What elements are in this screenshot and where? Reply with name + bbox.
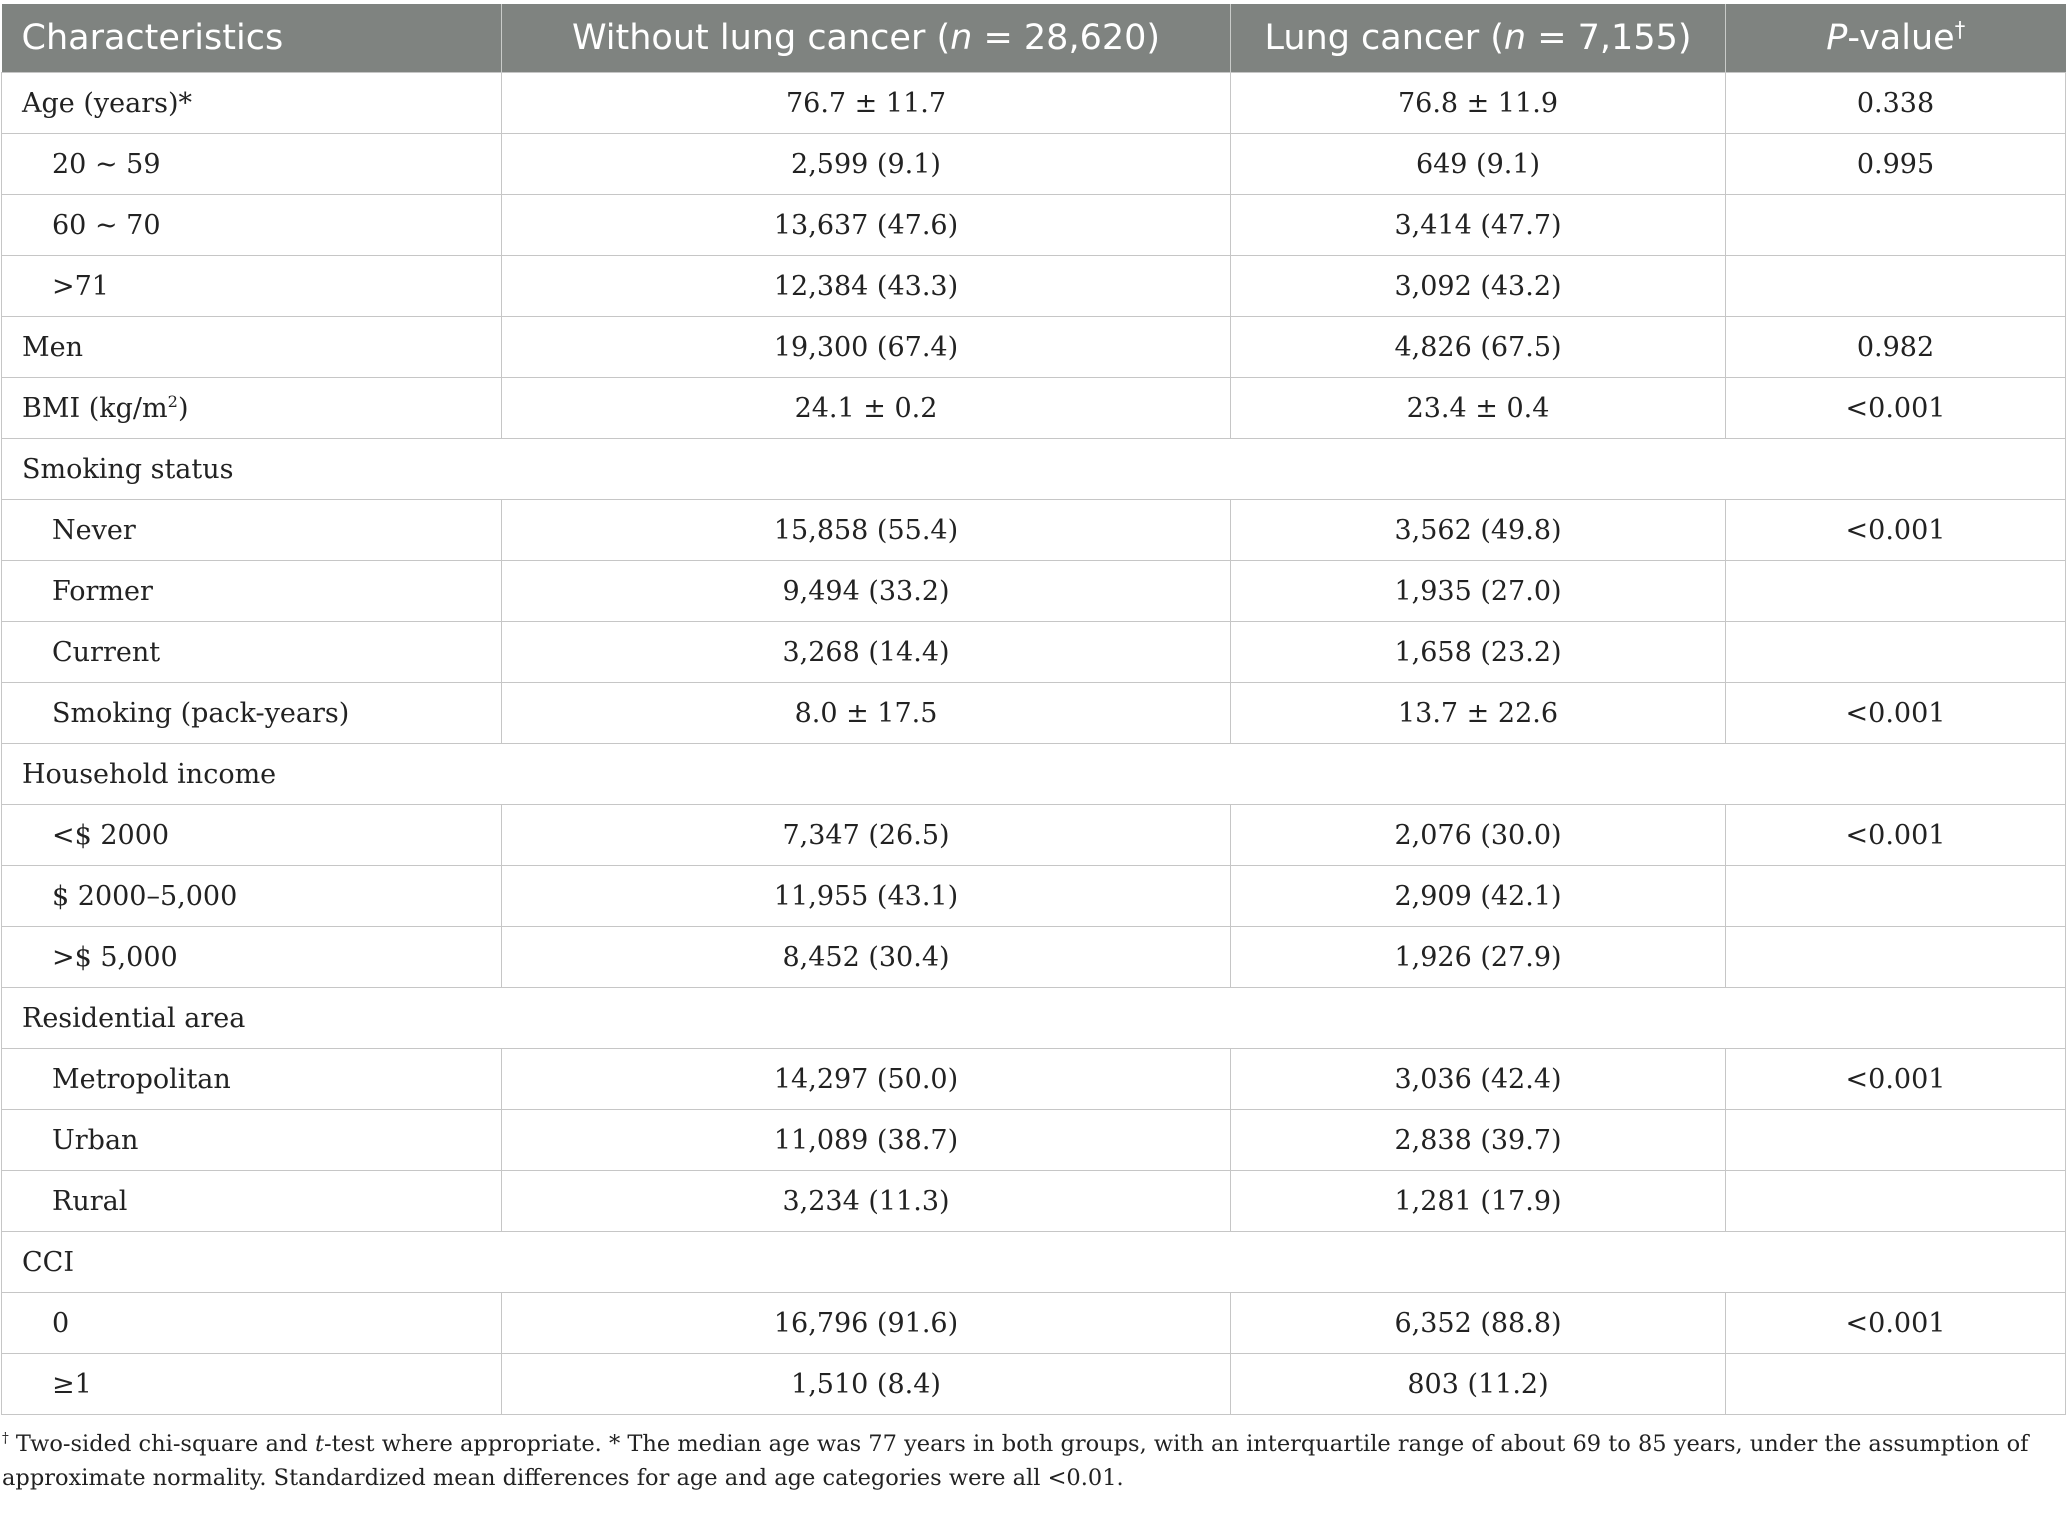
row-label: Men [2,317,502,378]
cell-without-lung-cancer: 8,452 (30.4) [502,927,1231,988]
section-label: CCI [2,1232,2066,1293]
cell-p-value: <0.001 [1726,805,2066,866]
table-header [2,4,2066,73]
table-row [2,378,2066,439]
header-lung-n: n [1503,18,1527,58]
header-p-value [1726,4,2066,73]
header-without-prefix: Without lung cancer ( [571,18,951,58]
table-row [2,1049,2066,1110]
cell-lung-cancer: 76.8 ± 11.9 [1231,73,1726,134]
row-label-text: BMI (kg/m [22,392,168,424]
cell-without-lung-cancer: 9,494 (33.2) [502,561,1231,622]
row-label: Former [2,561,502,622]
cell-p-value [1726,256,2066,317]
header-p-dagger: † [1954,17,1966,42]
cell-lung-cancer: 23.4 ± 0.4 [1231,378,1726,439]
cell-p-value: 0.995 [1726,134,2066,195]
cell-lung-cancer: 3,092 (43.2) [1231,256,1726,317]
cell-p-value: <0.001 [1726,378,2066,439]
table-row [2,317,2066,378]
table-row [2,1171,2066,1232]
row-label: Smoking (pack-years) [2,683,502,744]
cell-p-value [1726,622,2066,683]
header-without-lung-cancer [502,4,1231,73]
table-row [2,1354,2066,1415]
cell-p-value: <0.001 [1726,500,2066,561]
footnote-dagger: † [2,1430,9,1447]
section-label: Residential area [2,988,2066,1049]
header-without-n: n [950,18,973,58]
table-row [2,927,2066,988]
characteristics-table [1,4,2066,1415]
footnote-part1: Two-sided chi-square and [8,1431,315,1457]
cell-without-lung-cancer: 24.1 ± 0.2 [502,378,1231,439]
cell-p-value [1726,561,2066,622]
cell-p-value [1726,195,2066,256]
cell-without-lung-cancer: 3,234 (11.3) [502,1171,1231,1232]
table-row [2,256,2066,317]
cell-without-lung-cancer: 1,510 (8.4) [502,1354,1231,1415]
row-label: 60 ~ 70 [2,195,502,256]
cell-lung-cancer: 3,036 (42.4) [1231,1049,1726,1110]
cell-lung-cancer: 2,838 (39.7) [1231,1110,1726,1171]
cell-without-lung-cancer: 3,268 (14.4) [502,622,1231,683]
cell-without-lung-cancer: 15,858 (55.4) [502,500,1231,561]
cell-without-lung-cancer: 2,599 (9.1) [502,134,1231,195]
cell-lung-cancer: 1,658 (23.2) [1231,622,1726,683]
cell-without-lung-cancer: 13,637 (47.6) [502,195,1231,256]
cell-p-value: 0.338 [1726,73,2066,134]
section-label: Smoking status [2,439,2066,500]
row-label: Metropolitan [2,1049,502,1110]
cell-lung-cancer: 649 (9.1) [1231,134,1726,195]
header-without-suffix: = 28,620) [972,18,1161,58]
cell-lung-cancer: 3,414 (47.7) [1231,195,1726,256]
header-p-rest: -value [1847,18,1955,58]
section-row [2,744,2066,805]
row-label: Rural [2,1171,502,1232]
cell-lung-cancer: 1,935 (27.0) [1231,561,1726,622]
row-label [2,378,502,439]
table-row [2,1293,2066,1354]
cell-p-value [1726,1171,2066,1232]
section-row [2,1232,2066,1293]
table-row [2,195,2066,256]
cell-without-lung-cancer: 7,347 (26.5) [502,805,1231,866]
cell-p-value: <0.001 [1726,1049,2066,1110]
table-footnote [2,1427,2042,1495]
header-row [2,4,2066,73]
cell-p-value [1726,1354,2066,1415]
header-lung-suffix: = 7,155) [1526,18,1692,58]
table-row [2,805,2066,866]
header-p-italic: P [1826,18,1848,58]
cell-without-lung-cancer: 14,297 (50.0) [502,1049,1231,1110]
section-label: Household income [2,744,2066,805]
row-label-end: ) [177,392,189,424]
cell-without-lung-cancer: 11,955 (43.1) [502,866,1231,927]
table-row [2,500,2066,561]
table-row [2,73,2066,134]
row-label: Current [2,622,502,683]
table-body [2,73,2066,1415]
cell-without-lung-cancer: 16,796 (91.6) [502,1293,1231,1354]
table-row [2,561,2066,622]
row-label: <$ 2000 [2,805,502,866]
cell-lung-cancer: 4,826 (67.5) [1231,317,1726,378]
cell-without-lung-cancer: 19,300 (67.4) [502,317,1231,378]
cell-lung-cancer: 1,281 (17.9) [1231,1171,1726,1232]
cell-p-value [1726,866,2066,927]
table-row [2,1110,2066,1171]
cell-p-value: 0.982 [1726,317,2066,378]
table-row [2,622,2066,683]
cell-lung-cancer: 2,076 (30.0) [1231,805,1726,866]
cell-lung-cancer: 1,926 (27.9) [1231,927,1726,988]
cell-without-lung-cancer: 12,384 (43.3) [502,256,1231,317]
row-label: 0 [2,1293,502,1354]
footnote-t-italic: t [314,1431,325,1457]
cell-p-value [1726,927,2066,988]
row-label: Never [2,500,502,561]
table-row [2,866,2066,927]
row-label: ≥1 [2,1354,502,1415]
header-lung-prefix: Lung cancer ( [1264,18,1504,58]
row-label: >$ 5,000 [2,927,502,988]
cell-lung-cancer: 803 (11.2) [1231,1354,1726,1415]
header-characteristics: Characteristics [2,4,502,73]
header-lung-cancer [1231,4,1726,73]
section-row [2,988,2066,1049]
cell-p-value: <0.001 [1726,1293,2066,1354]
section-row [2,439,2066,500]
cell-lung-cancer: 6,352 (88.8) [1231,1293,1726,1354]
cell-p-value [1726,1110,2066,1171]
cell-lung-cancer: 13.7 ± 22.6 [1231,683,1726,744]
table-row [2,683,2066,744]
cell-without-lung-cancer: 8.0 ± 17.5 [502,683,1231,744]
footnote-part2: -test where appropriate. * The median age was 77 years in both groups, with an interquartile range of about 69 to 85 years, under the assumption of approximate normality. Standardized mean differences for age and age categories were all <0.01. [2,1431,2029,1491]
row-label: 20 ~ 59 [2,134,502,195]
row-label: Age (years)* [2,73,502,134]
cell-lung-cancer: 2,909 (42.1) [1231,866,1726,927]
row-label: Urban [2,1110,502,1171]
cell-without-lung-cancer: 11,089 (38.7) [502,1110,1231,1171]
row-label-superscript: 2 [167,391,178,411]
cell-without-lung-cancer: 76.7 ± 11.7 [502,73,1231,134]
row-label: $ 2000–5,000 [2,866,502,927]
cell-lung-cancer: 3,562 (49.8) [1231,500,1726,561]
table-row [2,134,2066,195]
cell-p-value: <0.001 [1726,683,2066,744]
row-label: >71 [2,256,502,317]
